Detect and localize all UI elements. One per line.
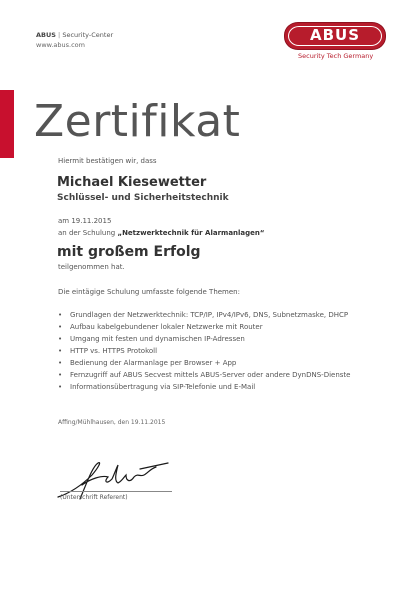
topic-text: Informationsübertragung via SIP-Telefonie und E-Mail — [70, 383, 256, 391]
topic-text: HTTP vs. HTTPS Protokoll — [70, 347, 158, 355]
certificate-title: Zertifikat — [34, 96, 241, 147]
topic-item — [58, 309, 388, 321]
header-department: Security-Center — [62, 31, 114, 39]
course-line — [58, 229, 265, 237]
bullet-icon: • — [58, 335, 63, 343]
logo-tagline: Security Tech Germany — [298, 52, 374, 60]
course-date: am 19.11.2015 — [58, 217, 112, 225]
bullet-icon: • — [58, 323, 63, 331]
bullet-icon: • — [58, 383, 63, 391]
course-name: „Netzwerktechnik für Alarmanlagen“ — [117, 229, 265, 237]
topic-item — [58, 345, 388, 357]
topic-item — [58, 321, 388, 333]
course-prefix: an der Schulung — [58, 229, 116, 237]
intro-text: Hiermit bestätigen wir, dass — [58, 157, 157, 165]
abus-logo — [284, 22, 386, 64]
accent-bar — [0, 90, 14, 158]
bullet-icon: • — [58, 371, 63, 379]
header-brand: ABUS — [36, 31, 56, 39]
place-date: Affing/Mühlhausen, den 19.11.2015 — [58, 419, 166, 426]
signature-line — [60, 491, 172, 492]
recipient-name: Michael Kiesewetter — [57, 175, 207, 190]
topic-text: Aufbau kabelgebundener lokaler Netzwerke mit Router — [70, 323, 263, 331]
bullet-icon: • — [58, 311, 63, 319]
header-org-line — [36, 31, 113, 39]
logo-badge — [284, 22, 386, 50]
topic-item — [58, 357, 388, 369]
topics-list — [58, 309, 388, 393]
bullet-icon: • — [58, 359, 63, 367]
recipient-profession: Schlüssel- und Sicherheitstechnik — [57, 193, 229, 203]
topic-text: Bedienung der Alarmanlage per Browser + App — [70, 359, 237, 367]
topic-item — [58, 333, 388, 345]
topic-item — [58, 381, 388, 393]
logo-text: ABUS — [309, 26, 361, 44]
success-text: mit großem Erfolg — [57, 244, 201, 260]
topic-text: Umgang mit festen und dynamischen IP-Adressen — [70, 335, 245, 343]
signature-label: (Unterschrift Referent) — [60, 494, 128, 501]
topic-text: Grundlagen der Netzwerktechnik: TCP/IP, IPv4/IPv6, DNS, Subnetzmaske, DHCP — [70, 311, 349, 319]
bullet-icon: • — [58, 347, 63, 355]
participated-text: teilgenommen hat. — [58, 263, 125, 271]
header-separator: | — [58, 31, 61, 39]
header-url: www.abus.com — [36, 41, 85, 49]
topic-item — [58, 369, 388, 381]
topic-text: Fernzugriff auf ABUS Secvest mittels ABUS-Server oder andere DynDNS-Dienste — [70, 371, 351, 379]
topics-intro: Die eintägige Schulung umfasste folgende Themen: — [58, 288, 240, 296]
